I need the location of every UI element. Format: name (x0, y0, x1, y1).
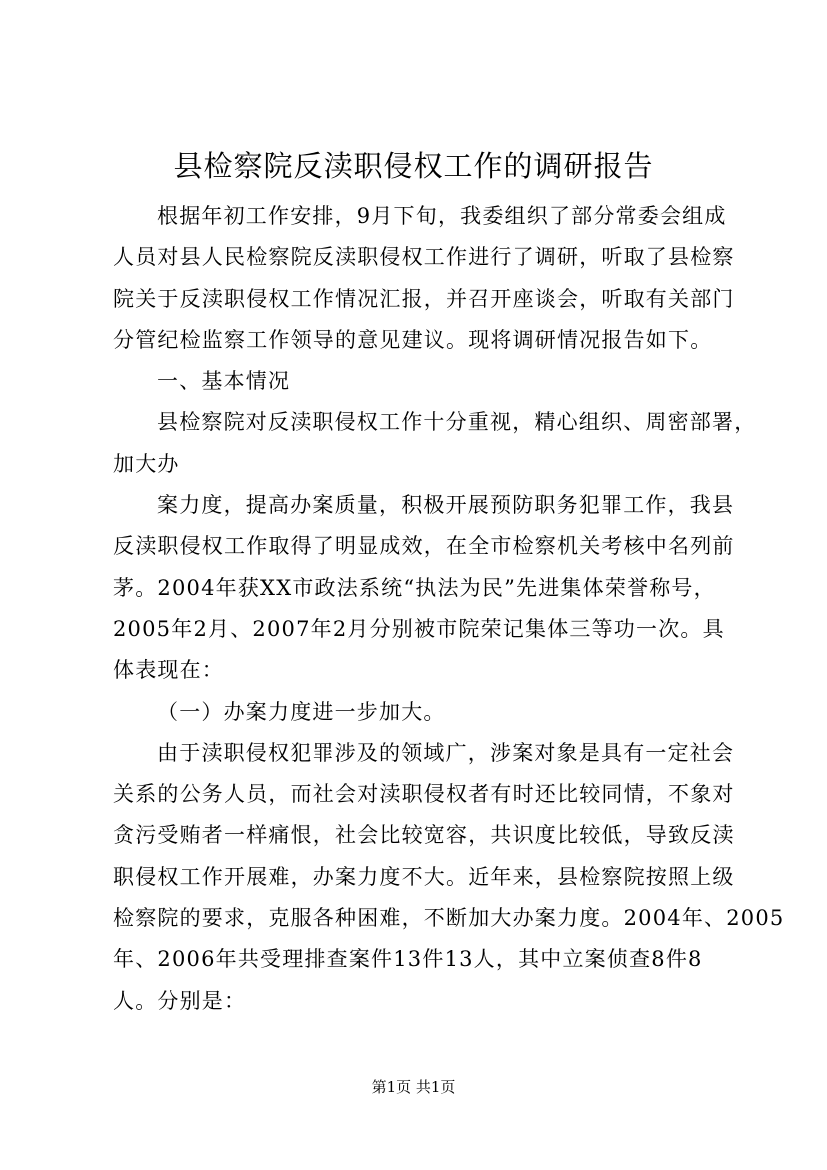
page-footer: 第1页 共1页 (371, 1078, 456, 1096)
document-title: 县检察院反渎职侵权工作的调研报告 (173, 149, 654, 183)
body-line: 贪污受贿者一样痛恨，社会比较宽容，共识度比较低，导致反渎 (113, 823, 735, 848)
body-line: 职侵权工作开展难，办案力度不大。近年来，县检察院按照上级 (113, 864, 735, 889)
body-line: 院关于反渎职侵权工作情况汇报，并召开座谈会，听取有关部门 (113, 286, 735, 311)
body-line: 年、2006年共受理排查案件13件13人，其中立案侦查8件8 (113, 947, 703, 972)
body-line: 一、基本情况 (157, 369, 291, 394)
body-line: 人。分别是： (113, 988, 247, 1013)
body-line: 案力度，提高办案质量，积极开展预防职务犯罪工作，我县 (157, 493, 735, 518)
body-line: 根据年初工作安排，9月下旬，我委组织了部分常委会组成 (157, 204, 727, 228)
body-line: 县检察院对反渎职侵权工作十分重视，精心组织、周密部署， (157, 410, 757, 435)
body-line: 2005年2月、2007年2月分别被市院荣记集体三等功一次。具 (113, 616, 725, 641)
body-line: 分管纪检监察工作领导的意见建议。现将调研情况报告如下。 (113, 327, 713, 352)
body-line: 反渎职侵权工作取得了明显成效，在全市检察机关考核中名列前 (113, 534, 735, 559)
body-line: 体表现在： (113, 658, 224, 683)
body-line: 关系的公务人员，而社会对渎职侵权者有时还比较同情，不象对 (113, 782, 735, 807)
body-line: 检察院的要求，克服各种困难，不断加大办案力度。2004年、2005 (113, 906, 785, 931)
body-line: 加大办 (113, 451, 180, 476)
body-line: 茅。2004年获XX市政法系统“执法为民”先进集体荣誉称号， (113, 575, 716, 600)
body-line: 由于渎职侵权犯罪涉及的领域广，涉案对象是具有一定社会 (157, 740, 735, 765)
body-line: （一）办案力度进一步加大。 (157, 699, 446, 724)
body-line: 人员对县人民检察院反渎职侵权工作进行了调研，听取了县检察 (113, 245, 735, 270)
document-body (113, 196, 785, 1022)
